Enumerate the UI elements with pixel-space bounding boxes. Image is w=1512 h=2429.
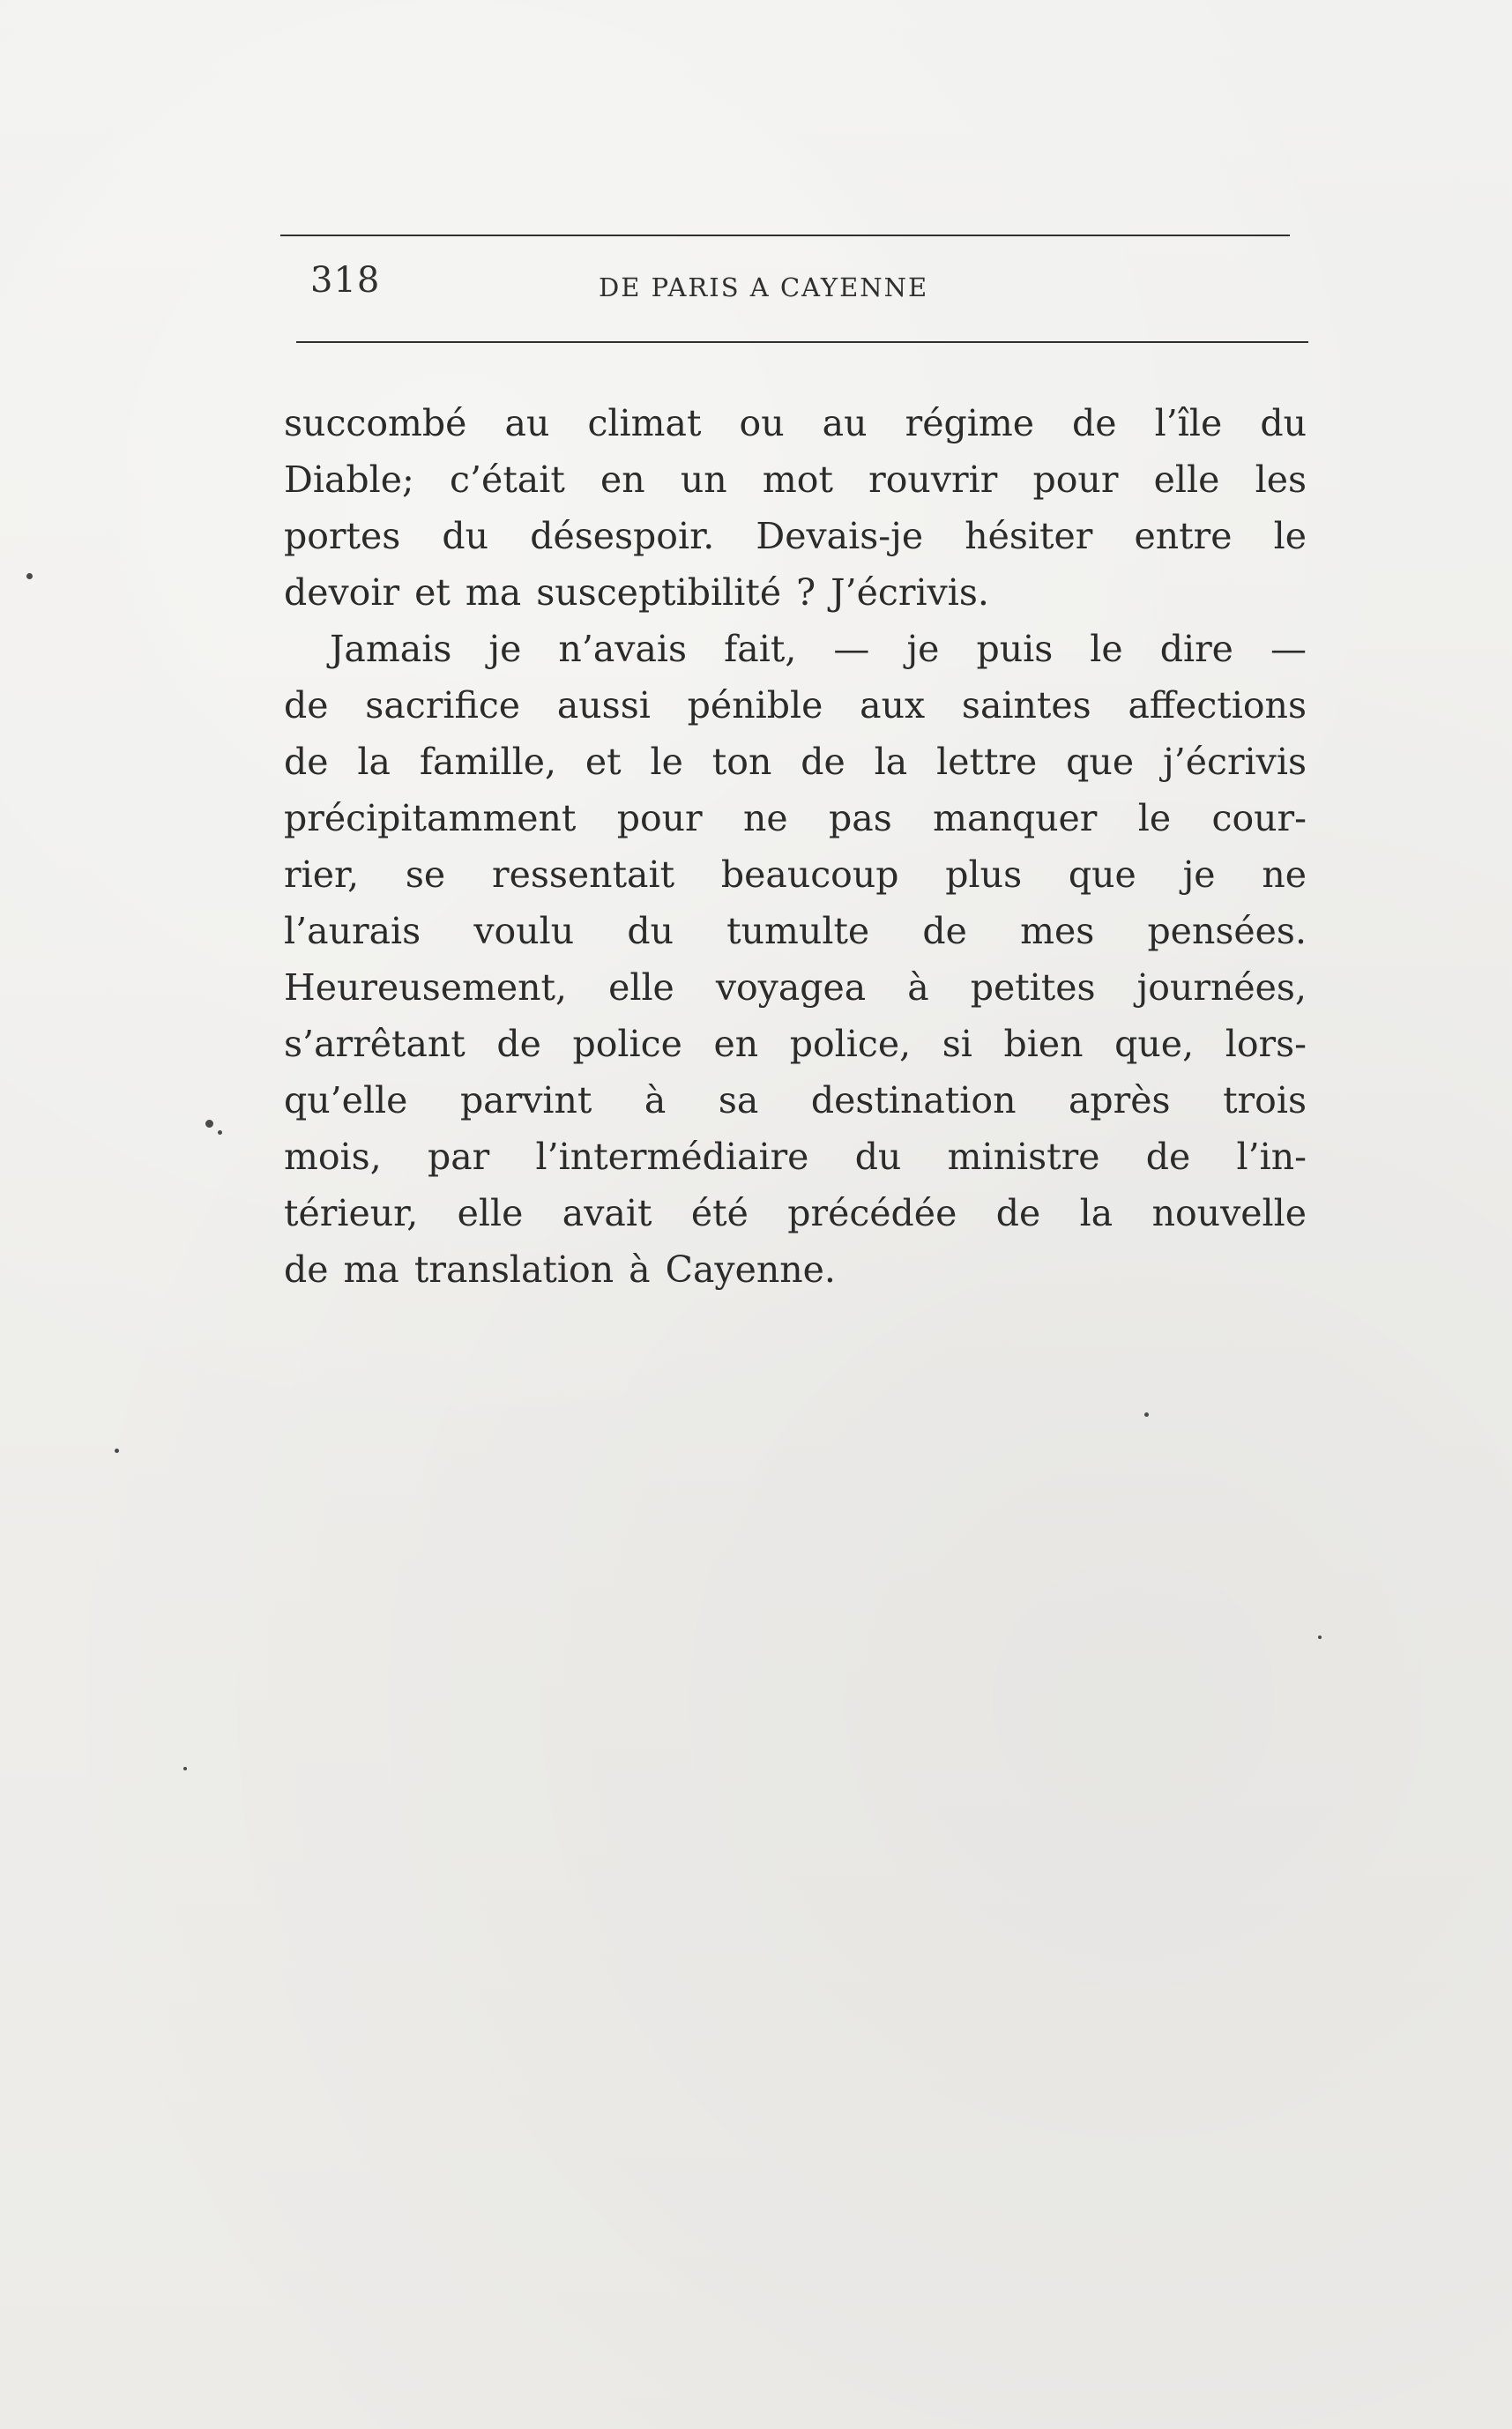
page-number: 318 [310, 260, 381, 301]
text-line: rier, se ressentait beaucoup plus que je ne [284, 853, 1307, 896]
ink-speck [183, 1767, 187, 1770]
text-line: de sacrifice aussi pénible aux saintes affections [284, 684, 1307, 726]
text-line: qu’elle parvint à sa destination après trois [284, 1079, 1307, 1121]
ink-speck [115, 1449, 119, 1453]
ink-speck [205, 1120, 213, 1128]
text-line: Diable; c’était en un mot rouvrir pour elle les [284, 458, 1307, 501]
text-line: l’aurais voulu du tumulte de mes pensées. [284, 910, 1307, 952]
text-line: succombé au climat ou au régime de l’île du [284, 402, 1307, 444]
ink-speck [1318, 1635, 1322, 1639]
ink-speck [1144, 1412, 1149, 1417]
text-line: précipitamment pour ne pas manquer le cour- [284, 797, 1307, 839]
page-header [310, 253, 1307, 324]
running-title: DE PARIS A CAYENNE [599, 272, 929, 302]
text-line: de ma translation à Cayenne. [284, 1248, 836, 1291]
text-line: Jamais je n’avais fait, — je puis le dire — [330, 628, 1307, 670]
ink-speck [26, 573, 33, 579]
text-line: s’arrêtant de police en police, si bien que, lors- [284, 1023, 1307, 1065]
text-line: de la famille, et le ton de la lettre que j’écrivis [284, 741, 1307, 783]
text-line: portes du désespoir. Devais-je hésiter entre le [284, 515, 1307, 557]
body-text [284, 395, 1307, 1298]
text-line: térieur, elle avait été précédée de la nouvelle [284, 1192, 1307, 1234]
text-line: mois, par l’intermédiaire du ministre de l’in- [284, 1136, 1307, 1178]
ink-speck [218, 1130, 222, 1135]
header-bottom-rule [296, 341, 1308, 343]
text-line: devoir et ma susceptibilité ? J’écrivis. [284, 571, 989, 614]
text-line: Heureusement, elle voyagea à petites journées, [284, 966, 1307, 1009]
header-top-rule [280, 235, 1290, 236]
